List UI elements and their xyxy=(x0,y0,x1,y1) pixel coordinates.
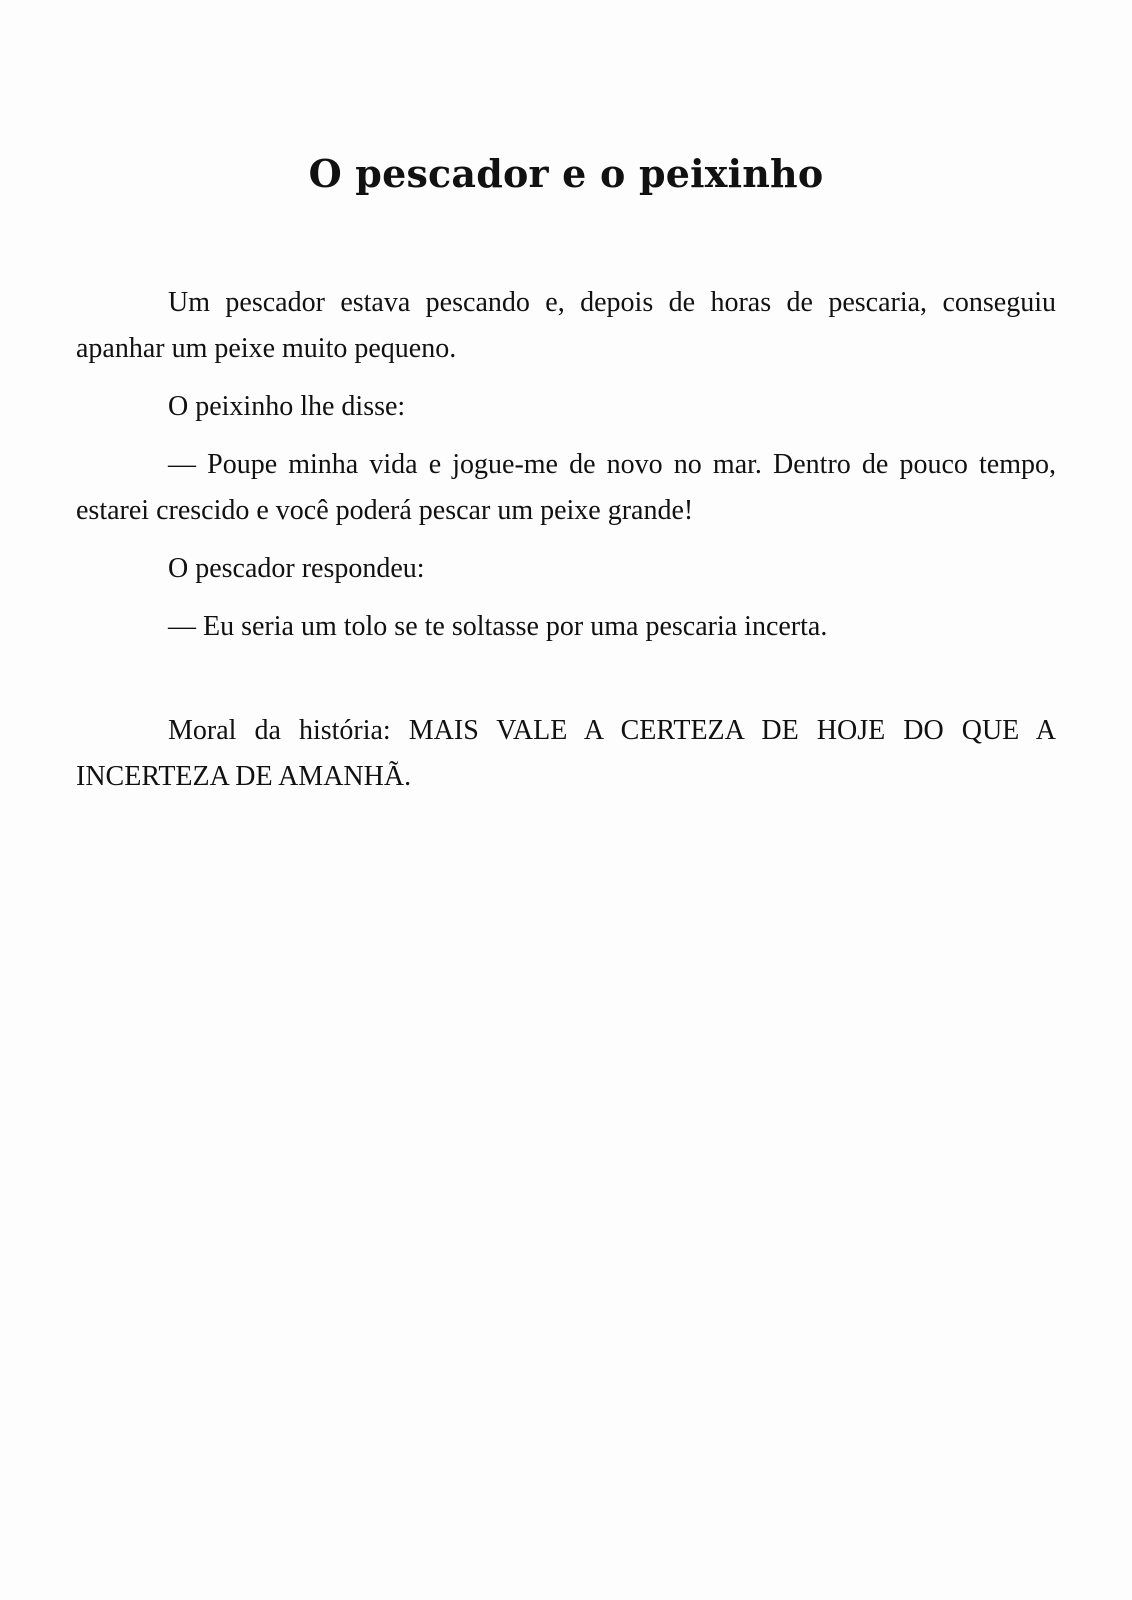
story-title: O pescador e o peixinho xyxy=(308,151,824,196)
paragraph-fisher-answers: O pescador respondeu: xyxy=(168,553,425,584)
story-body xyxy=(76,280,1056,812)
paragraph-intro: Um pescador estava pescando e, depois de horas de pescaria, conseguiu apanhar um peixe muito pequeno. xyxy=(76,287,1056,364)
paragraph-fish-plea: — Poupe minha vida e jogue-me de novo no mar. Dentro de pouco tempo, estarei crescido e você poderá pescar um peixe grande! xyxy=(76,449,1056,526)
paragraph-fisher-reply: — Eu seria um tolo se te soltasse por uma pescaria incerta. xyxy=(168,611,828,642)
story-moral: Moral da história: MAIS VALE A CERTEZA DE HOJE DO QUE A INCERTEZA DE AMANHÃ. xyxy=(76,715,1056,792)
paragraph-fish-speaks: O peixinho lhe disse: xyxy=(168,391,406,422)
